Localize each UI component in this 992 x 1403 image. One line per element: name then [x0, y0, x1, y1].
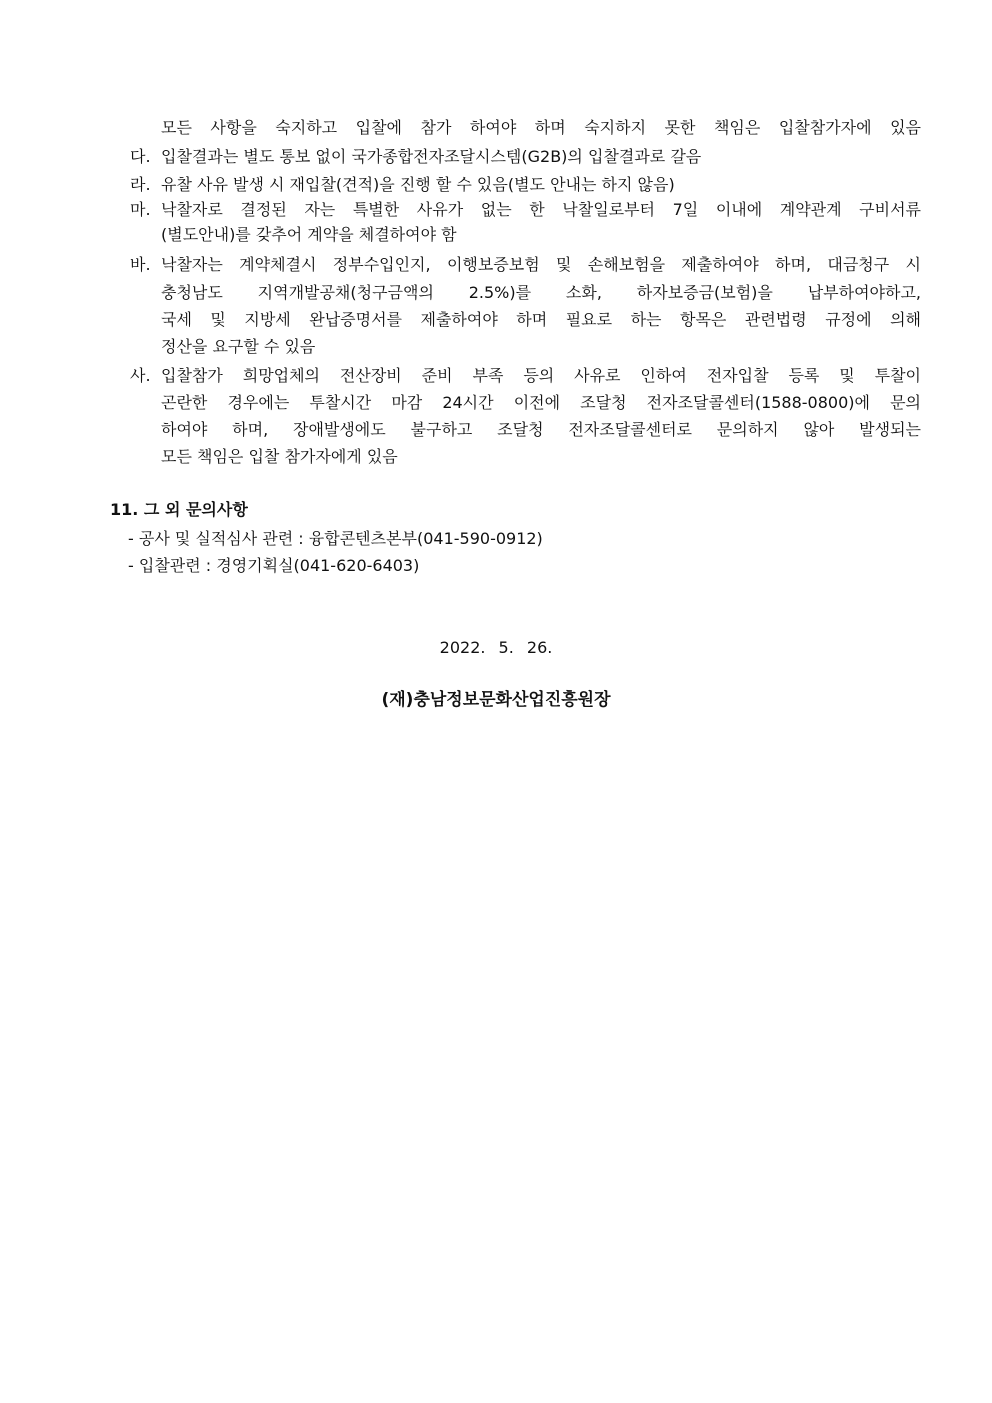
clause-sa-line-1: 입찰참가 희망업체의 전산장비 준비 부족 등의 사유로 인하여 전자입찰 등록 및 투찰이	[161, 366, 921, 385]
clause-ma-line-2: (별도안내)를 갖추어 계약을 체결하여야 함	[161, 225, 457, 244]
clause-ba-line-4: 정산을 요구할 수 있음	[161, 337, 316, 356]
clause-ra-line-1: 유찰 사유 발생 시 재입찰(견적)을 진행 할 수 있음(별도 안내는 하지 않음)	[161, 175, 675, 194]
section-11-heading: 11. 그 외 문의사항	[110, 500, 248, 519]
clause-ma-line-1: 낙찰자로 결정된 자는 특별한 사유가 없는 한 낙찰일로부터 7일 이내에 계약관계 구비서류	[161, 200, 921, 219]
clause-marker-ba: 바.	[130, 255, 151, 274]
section-11-item-2: - 입찰관련 : 경영기획실(041-620-6403)	[128, 556, 420, 575]
issuer-name: (재)충남정보문화산업진흥원장	[381, 690, 611, 710]
clause-marker-ma: 마.	[130, 200, 151, 219]
document-date: 2022. 5. 26.	[439, 638, 553, 657]
clause-sa-line-3: 하여야 하며, 장애발생에도 불구하고 조달청 전자조달콜센터로 문의하지 않아 발생되는	[161, 420, 921, 439]
clause-ba-line-2: 충청남도 지역개발공채(청구금액의 2.5%)를 소화, 하자보증금(보험)을 납부하여야하고,	[161, 283, 921, 302]
clause-marker-ra: 라.	[130, 175, 151, 194]
clause-continuation: 모든 사항을 숙지하고 입찰에 참가 하여야 하며 숙지하지 못한 책임은 입찰참가자에 있음	[161, 118, 921, 137]
clause-marker-sa: 사.	[130, 366, 151, 385]
clause-da-line-1: 입찰결과는 별도 통보 없이 국가종합전자조달시스템(G2B)의 입찰결과로 갈음	[161, 147, 702, 166]
section-11-item-1: - 공사 및 실적심사 관련 : 융합콘텐츠본부(041-590-0912)	[128, 529, 543, 548]
clause-sa-line-4: 모든 책임은 입찰 참가자에게 있음	[161, 447, 398, 466]
clause-sa-line-2: 곤란한 경우에는 투찰시간 마감 24시간 이전에 조달청 전자조달콜센터(1588-0800)에 문의	[161, 393, 921, 412]
clause-marker-da: 다.	[130, 147, 151, 166]
clause-ba-line-3: 국세 및 지방세 완납증명서를 제출하여야 하며 필요로 하는 항목은 관련법령 규정에 의해	[161, 310, 921, 329]
clause-ba-line-1: 낙찰자는 계약체결시 정부수입인지, 이행보증보험 및 손해보험을 제출하여야 하며, 대금청구 시	[161, 255, 921, 274]
